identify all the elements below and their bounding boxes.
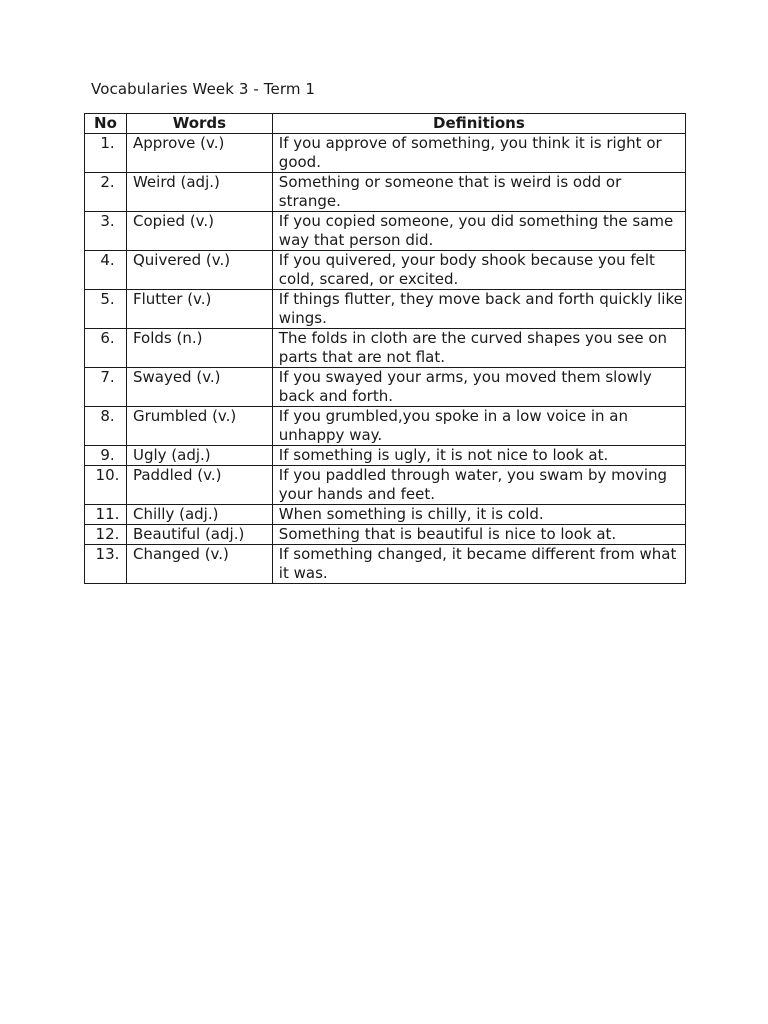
row-word: Flutter (v.) (126, 290, 272, 329)
row-number: 9. (85, 446, 127, 466)
row-number: 2. (85, 173, 127, 212)
table-row (85, 446, 686, 466)
row-word: Paddled (v.) (126, 466, 272, 505)
header-definitions: Definitions (272, 114, 685, 134)
row-definition: Something that is beautiful is nice to look at. (272, 525, 685, 545)
row-number: 8. (85, 407, 127, 446)
table-row (85, 290, 686, 329)
row-definition: If you quivered, your body shook because you felt cold, scared, or excited. (272, 251, 685, 290)
row-number: 13. (85, 545, 127, 584)
table-row (85, 407, 686, 446)
row-definition: If you swayed your arms, you moved them slowly back and forth. (272, 368, 685, 407)
row-word: Ugly (adj.) (126, 446, 272, 466)
row-word: Weird (adj.) (126, 173, 272, 212)
row-word: Beautiful (adj.) (126, 525, 272, 545)
row-definition: If things flutter, they move back and forth quickly like wings. (272, 290, 685, 329)
table-row (85, 466, 686, 505)
row-definition: If you grumbled,you spoke in a low voice in an unhappy way. (272, 407, 685, 446)
table-row (85, 251, 686, 290)
row-word: Grumbled (v.) (126, 407, 272, 446)
row-number: 7. (85, 368, 127, 407)
row-definition: If you paddled through water, you swam by moving your hands and feet. (272, 466, 685, 505)
document-title: Vocabularies Week 3 - Term 1 (91, 80, 316, 98)
header-no: No (85, 114, 127, 134)
vocabulary-table (84, 113, 686, 584)
row-word: Quivered (v.) (126, 251, 272, 290)
row-number: 1. (85, 134, 127, 173)
row-number: 4. (85, 251, 127, 290)
row-word: Chilly (adj.) (126, 505, 272, 525)
row-definition: When something is chilly, it is cold. (272, 505, 685, 525)
table-row (85, 368, 686, 407)
table-row (85, 545, 686, 584)
row-word: Swayed (v.) (126, 368, 272, 407)
row-definition: If something is ugly, it is not nice to look at. (272, 446, 685, 466)
table-row (85, 173, 686, 212)
row-number: 5. (85, 290, 127, 329)
row-number: 12. (85, 525, 127, 545)
row-number: 6. (85, 329, 127, 368)
row-definition: The folds in cloth are the curved shapes you see on parts that are not flat. (272, 329, 685, 368)
row-definition: If something changed, it became different from what it was. (272, 545, 685, 584)
row-word: Changed (v.) (126, 545, 272, 584)
row-word: Folds (n.) (126, 329, 272, 368)
row-number: 11. (85, 505, 127, 525)
row-number: 10. (85, 466, 127, 505)
table-header-row (85, 114, 686, 134)
table-row (85, 525, 686, 545)
header-words: Words (126, 114, 272, 134)
table-row (85, 134, 686, 173)
table-row (85, 329, 686, 368)
row-word: Copied (v.) (126, 212, 272, 251)
row-word: Approve (v.) (126, 134, 272, 173)
row-number: 3. (85, 212, 127, 251)
row-definition: If you approve of something, you think it is right or good. (272, 134, 685, 173)
row-definition: Something or someone that is weird is odd or strange. (272, 173, 685, 212)
table-row (85, 212, 686, 251)
row-definition: If you copied someone, you did something the same way that person did. (272, 212, 685, 251)
table-row (85, 505, 686, 525)
